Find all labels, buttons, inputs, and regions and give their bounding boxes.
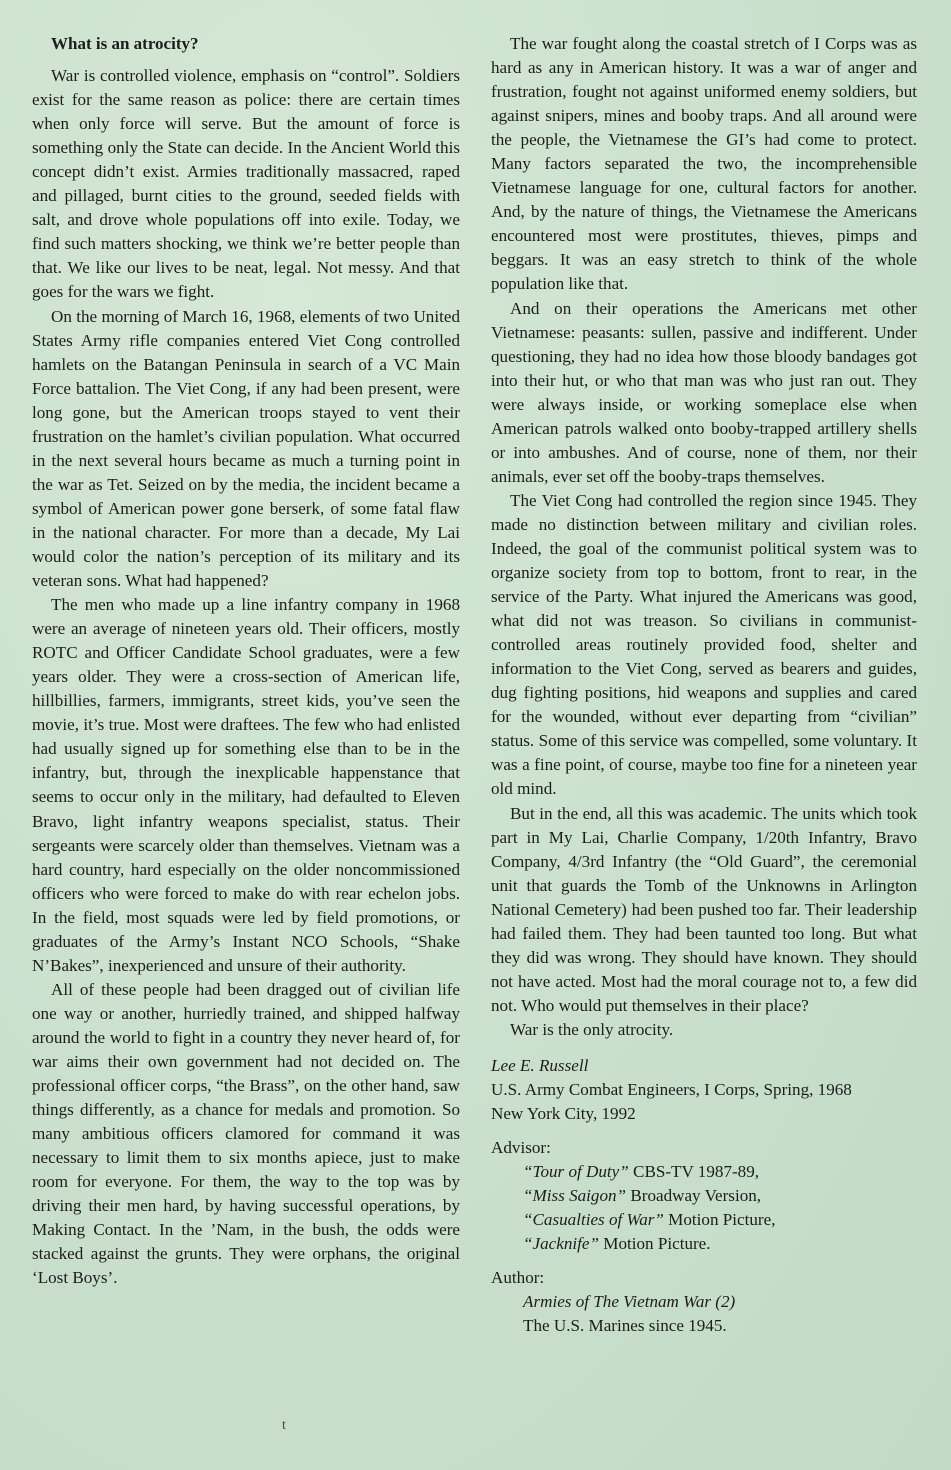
paragraph: The men who made up a line infantry company in 1968 were an average of nineteen years old. Their officers, mostly ROTC and Officer Candidate School graduates, were a few years older. They were a cross-section of American life, hillbillies, farmers, immigrants, street kids, you’ve seen the movie, it’s true. Most were draftees. The few who had enlisted had usually signed up for something else than to be in the infantry, but, through the inexplicable happenstance that seems to occur only in the military, had defaulted to Eleven Bravo, light infantry weapons specialist, status. Their sergeants were scarcely older than themselves. Vietnam was a hard country, hard especially on the older noncommissioned officers who were forced to make do with rear echelon jobs. In the field, most squads were led by field promotions, or graduates of the Army’s Instant NCO Schools, “Shake N’Bakes”, inexperienced and unsure of their authority.: [32, 595, 460, 975]
credit-title: “Casualties of War”: [523, 1210, 664, 1230]
credit-item: [491, 1208, 917, 1232]
book-title: Armies of The Vietnam War (2): [523, 1292, 736, 1312]
paragraph: The war fought along the coastal stretch of I Corps was as hard as any in American history. It was a war of anger and frustration, fought not against uniformed enemy soldiers, but against snipers, mines and booby traps. And all around were the people, the Vietnamese the GI’s had come to protect. Many factors separated the two, the incomprehensible Vietnamese language for one, cultural factors for another. And, by the nature of things, the Vietnamese the Americans encountered most were prostitutes, thieves, pimps and beggars. It was an easy stretch to think of the whole population like that.: [491, 34, 917, 294]
credit-title: “Miss Saigon”: [523, 1186, 627, 1206]
closing-line: War is the only atrocity.: [510, 1019, 674, 1039]
article-heading: What is an atrocity?: [51, 34, 199, 53]
page-folio: t: [282, 1418, 286, 1433]
credit-item: [491, 1160, 917, 1184]
paragraph: But in the end, all this was academic. The units which took part in My Lai, Charlie Company, 1/20th Infantry, Bravo Company, 4/3rd Infantry (the “Old Guard”, the ceremonial unit that guards the Tomb of the Unknowns in Arlington National Cemetery) had been pushed too far. Their leadership had failed them. They had been taunted too long. But what they did was wrong. They should have known. They should not have acted. Most had the moral courage not to, a few did not. Who would put themselves in their place?: [491, 803, 917, 1015]
credit-desc: Motion Picture.: [598, 1234, 711, 1254]
paragraph: The Viet Cong had controlled the region since 1945. They made no distinction between military and civilian roles. Indeed, the goal of the communist political system was to organize society from top to bottom, front to rear, in the service of the Party. What injured the Americans was good, what did not was treason. So civilians in communist-controlled areas routinely provided food, shelter and information to the Viet Cong, served as bearers and guides, dug fighting positions, hid weapons and supplies and cared for the wounded, without ever departing from “civilian” status. Some of this service was compelled, some voluntary. It was a fine point, of course, maybe too fine for a nineteen year old mind.: [491, 490, 917, 799]
signature-line: New York City, 1992: [491, 1104, 636, 1124]
credit-title: “Jacknife”: [523, 1234, 599, 1254]
author-label: Author:: [491, 1268, 545, 1288]
advisor-section: [491, 1136, 917, 1256]
paragraph: War is controlled violence, emphasis on “control”. Soldiers exist for the same reason as police: there are certain times when only force will serve. But the amount of force is something only the State can decide. In the Ancient World this concept didn’t exist. Armies traditionally massacred, raped and pillaged, burnt cities to the ground, seeded fields with salt, and drove whole populations off into exile. Today, we find such matters shocking, we think we’re better people than that. We like our lives to be neat, legal. Not messy. And that goes for the wars we fight.: [32, 66, 460, 302]
credit-desc: Broadway Version,: [626, 1186, 762, 1206]
paragraph: And on their operations the Americans met other Vietnamese: peasants: sullen, passive and indifferent. Under questioning, they had no idea how those bloody bandages got into their hut, or who that man was who just ran out. They were always inside, or working someplace else when American patrols walked onto booby-trapped artillery shells or into ambushes. And of course, none of them, nor their animals, ever set off the booby-traps themselves.: [491, 298, 917, 486]
right-column: [491, 32, 917, 1338]
credit-title: “Tour of Duty”: [523, 1162, 629, 1182]
paragraph: All of these people had been dragged out of civilian life one way or another, hurriedly trained, and shipped halfway around the world to fight in a country they never heard of, for war aims their own government had not decided on. The professional officer corps, “the Brass”, on the other hand, saw things differently, as a chance for medals and promotion. So many ambitious officers clamored for command it was necessary to limit them to six months apiece, just to make room for everyone. For them, the way to the top was by driving their men hard, by having successful operations, by Making Contact. In the ’Nam, in the bush, the odds were stacked against the grunts. They were orphans, the original ‘Lost Boys’.: [32, 979, 460, 1288]
credit-item: [491, 1184, 917, 1208]
credit-desc: CBS-TV 1987-89,: [628, 1162, 760, 1182]
signature-line: U.S. Army Combat Engineers, I Corps, Spring, 1968: [491, 1080, 852, 1100]
left-column: [32, 32, 460, 1290]
credit-desc: Motion Picture,: [663, 1210, 776, 1230]
advisor-label: Advisor:: [491, 1138, 551, 1158]
author-section: [491, 1266, 917, 1338]
paragraph: On the morning of March 16, 1968, elements of two United States Army rifle companies entered Viet Cong controlled hamlets on the Batangan Peninsula in search of a VC Main Force battalion. The Viet Cong, if any had been present, were long gone, but the American troops stayed to vent their frustration on the hamlet’s civilian population. What occurred in the next several hours became as much a turning point in the war as Tet. Seized on by the media, the incident became a symbol of American power gone berserk, of some fatal flaw in the national character. For more than a decade, My Lai would color the nation’s perception of its military and its veteran sons. What had happened?: [32, 306, 460, 591]
book-subtitle: The U.S. Marines since 1945.: [523, 1316, 727, 1336]
signature: [491, 1054, 917, 1126]
credit-item: [491, 1232, 917, 1256]
author-name: Lee E. Russell: [491, 1055, 589, 1075]
